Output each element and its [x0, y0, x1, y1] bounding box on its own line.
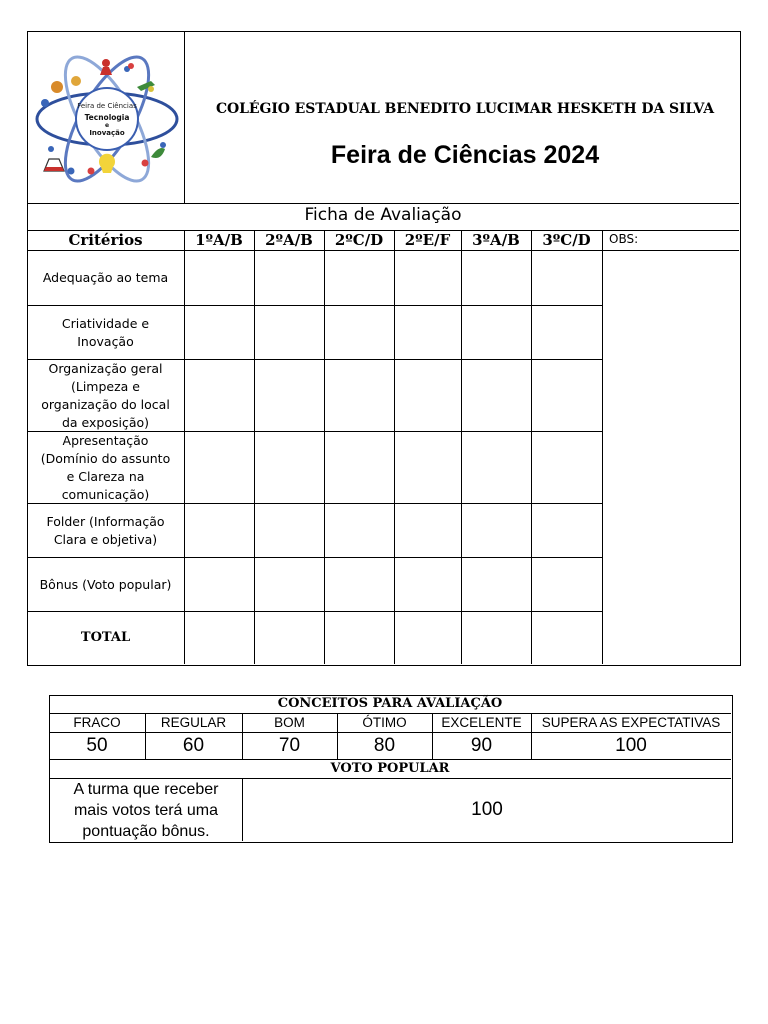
logo-label: Feira de Ciências [77, 102, 137, 110]
criterion-bonus: Bônus (Voto popular) [39, 576, 172, 592]
concept-value-bom: 70 [278, 735, 301, 756]
total-label: TOTAL [80, 630, 131, 645]
header-divider [27, 203, 739, 204]
concept-value-regular: 60 [182, 735, 205, 756]
concept-label-regular: REGULAR [160, 715, 227, 730]
class-header-2aab: 2ºA/B [265, 231, 313, 249]
school-name: COLÉGIO ESTADUAL BENEDITO LUCIMAR HESKETH DA SILVA [216, 101, 714, 117]
concept-label-excelente: EXCELENTE [441, 715, 522, 730]
grid-line [184, 230, 185, 664]
concepts-title: CONCEITOS PARA AVALIAÇÃO [277, 696, 503, 711]
atom-dot-icon [41, 99, 49, 107]
criterion-adequacao: Adequação ao tema [42, 270, 169, 285]
gear-icon-small [71, 76, 81, 86]
science-fair-logo [31, 49, 183, 189]
fair-title: Feira de Ciências 2024 [330, 141, 600, 169]
concepts-label-divider [49, 732, 731, 733]
logo-subtitle-2: e [104, 122, 110, 129]
concept-value-supera: 100 [615, 735, 647, 756]
popular-vote-value: 100 [471, 799, 503, 820]
class-header-2ccd: 2ºC/D [334, 231, 384, 249]
criterion-criatividade: Criatividade e Inovação [61, 315, 150, 349]
criteria-header: Critérios [68, 231, 143, 249]
concepts-title-divider [49, 713, 731, 714]
gear-icon [51, 81, 63, 93]
grid-line [531, 230, 532, 664]
criterion-apresentacao: Apresentação (Domínio do assunto e Clareza na comunicação) [40, 432, 171, 502]
concepts-value-divider [49, 759, 731, 760]
criterion-organizacao: Organização geral (Limpeza e organização do local da exposição) [41, 360, 170, 430]
concept-value-otimo: 80 [373, 735, 396, 756]
grid-line [324, 230, 325, 664]
form-title: Ficha de Avaliação [304, 205, 462, 225]
criterion-folder: Folder (Informação Clara e objetiva) [46, 513, 165, 547]
popular-vote-description: A turma que receber mais votos terá uma pontuação bônus. [73, 781, 219, 840]
grid-line [394, 230, 395, 664]
class-header-1aab: 1ºA/B [195, 231, 243, 249]
obs-header: OBS: [609, 232, 639, 246]
grid-line [602, 230, 603, 664]
logo-subtitle-1: Tecnologia [84, 113, 130, 122]
concept-label-supera: SUPERA AS EXPECTATIVAS [541, 715, 721, 730]
class-header-3ccd: 3ºC/D [542, 231, 591, 249]
concept-value-fraco: 50 [86, 735, 108, 756]
logo-divider [184, 31, 185, 203]
leaf-icon [151, 148, 165, 158]
logo-subtitle-3: Inovação [89, 129, 125, 137]
concepts-table [49, 695, 733, 843]
class-header-2eef: 2ºE/F [404, 231, 451, 249]
popular-vote-title: VOTO POPULAR [330, 761, 450, 776]
concept-label-fraco: FRACO [73, 715, 121, 730]
concept-value-excelente: 90 [470, 735, 493, 756]
grid-line [461, 230, 462, 664]
class-header-3aab: 3ºA/B [472, 231, 520, 249]
grid-line [254, 230, 255, 664]
concept-label-otimo: ÓTIMO [362, 715, 407, 730]
concept-label-bom: BOM [274, 715, 305, 730]
evaluation-sheet [27, 31, 741, 666]
